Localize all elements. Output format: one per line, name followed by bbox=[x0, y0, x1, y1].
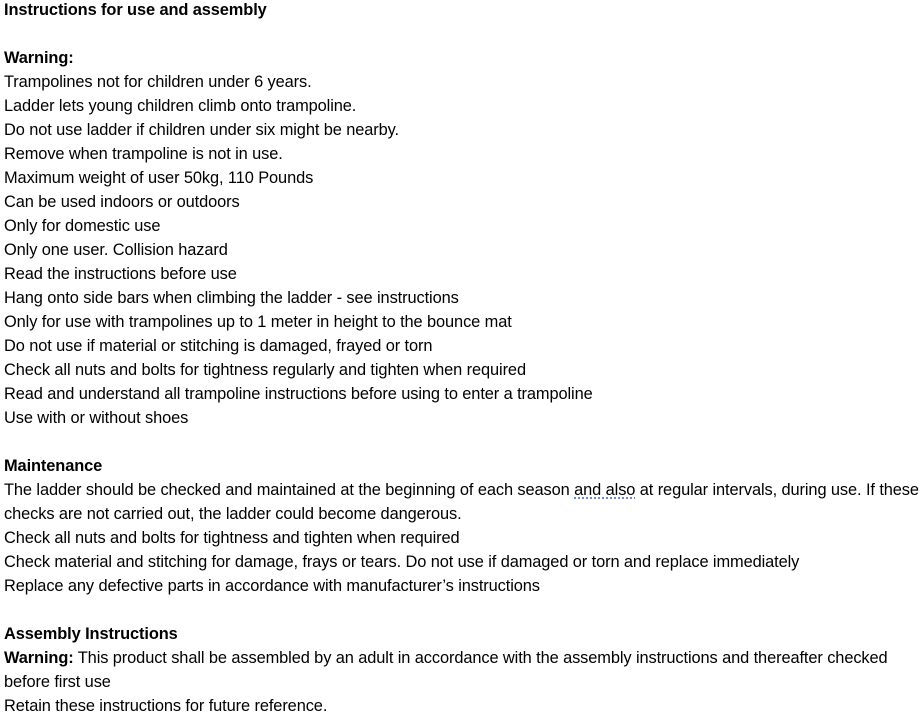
maintenance-text: The ladder should be checked and maintained at the beginning of each season bbox=[4, 481, 575, 499]
assembly-section bbox=[4, 622, 919, 718]
spacer bbox=[4, 430, 919, 454]
warning-item: Do not use if material or stitching is damaged, frayed or torn bbox=[4, 337, 433, 355]
warning-item: Can be used indoors or outdoors bbox=[4, 193, 240, 211]
retain-instructions: Retain these instructions for future reference. bbox=[4, 697, 328, 715]
warning-item: Use with or without shoes bbox=[4, 409, 189, 427]
maintenance-paragraph bbox=[4, 478, 919, 526]
maintenance-heading: Maintenance bbox=[4, 457, 103, 475]
warning-item: Hang onto side bars when climbing the ladder - see instructions bbox=[4, 289, 459, 307]
warning-item: Ladder lets young children climb onto trampoline. bbox=[4, 97, 357, 115]
maintenance-text: at regular intervals, during use. If these checks are not carried out, the ladder could become dangerous. bbox=[4, 481, 919, 523]
assembly-warning-label: Warning: bbox=[4, 649, 74, 667]
grammar-flagged-text[interactable]: and also bbox=[574, 481, 636, 499]
maintenance-list bbox=[4, 526, 919, 598]
warning-heading: Warning: bbox=[4, 49, 74, 67]
warning-item: Only for use with trampolines up to 1 meter in height to the bounce mat bbox=[4, 313, 512, 331]
warning-item: Only for domestic use bbox=[4, 217, 161, 235]
warning-item: Maximum weight of user 50kg, 110 Pounds bbox=[4, 169, 314, 187]
spacer bbox=[4, 22, 919, 46]
document-title: Instructions for use and assembly bbox=[4, 1, 267, 19]
assembly-warning bbox=[4, 646, 919, 694]
assembly-warning-text: This product shall be assembled by an adult in accordance with the assembly instructions and thereafter checked before first use bbox=[4, 649, 888, 691]
maintenance-item: Check material and stitching for damage, frays or tears. Do not use if damaged or torn and replace immediately bbox=[4, 553, 800, 571]
warning-section bbox=[4, 46, 919, 430]
warning-list bbox=[4, 70, 919, 430]
warning-item: Do not use ladder if children under six might be nearby. bbox=[4, 121, 399, 139]
spacer bbox=[4, 598, 919, 622]
warning-item: Check all nuts and bolts for tightness regularly and tighten when required bbox=[4, 361, 526, 379]
warning-item: Only one user. Collision hazard bbox=[4, 241, 228, 259]
maintenance-item: Replace any defective parts in accordance with manufacturer’s instructions bbox=[4, 577, 540, 595]
warning-item: Read the instructions before use bbox=[4, 265, 237, 283]
document-body bbox=[4, 0, 919, 718]
maintenance-item: Check all nuts and bolts for tightness and tighten when required bbox=[4, 529, 460, 547]
warning-item: Read and understand all trampoline instructions before using to enter a trampoline bbox=[4, 385, 593, 403]
warning-item: Remove when trampoline is not in use. bbox=[4, 145, 283, 163]
maintenance-section bbox=[4, 454, 919, 598]
assembly-heading: Assembly Instructions bbox=[4, 625, 178, 643]
warning-item: Trampolines not for children under 6 years. bbox=[4, 73, 312, 91]
